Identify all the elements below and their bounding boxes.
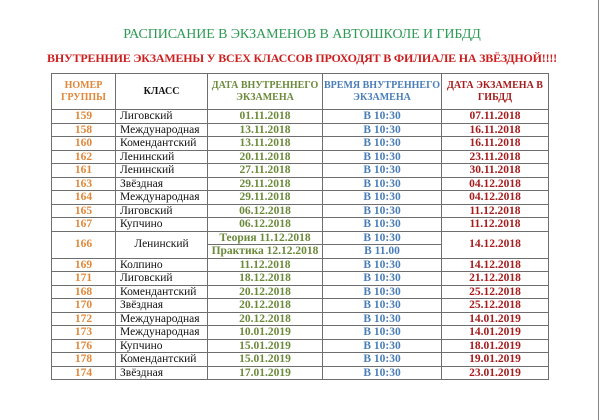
internal-exam-date: 06.12.2018: [208, 204, 323, 218]
table-row: [52, 218, 549, 232]
gibdd-exam-date: 04.12.2018: [442, 191, 549, 205]
header-internal-date: ДАТА ВНУТРЕННЕГО ЭКЗАМЕНА: [208, 74, 323, 110]
class-name: Ленинский: [116, 150, 208, 164]
table-header-row: [52, 74, 549, 110]
table-row: [52, 150, 549, 164]
internal-exam-time: В 10:30: [323, 204, 442, 218]
internal-exam-time: В 10:30: [323, 137, 442, 151]
internal-exam-date: 20.12.2018: [208, 285, 323, 299]
group-number: 161: [52, 164, 116, 178]
group-number: 158: [52, 123, 116, 137]
group-number: 178: [52, 353, 116, 367]
gibdd-exam-date: 14.01.2019: [442, 326, 549, 340]
header-gibdd-date: ДАТА ЭКЗАМЕНА В ГИБДД: [442, 74, 549, 110]
table-row: [52, 137, 549, 151]
internal-exam-date: 20.12.2018: [208, 299, 323, 313]
table-row: [52, 285, 549, 299]
document-subtitle: ВНУТРЕННИЕ ЭКЗАМЕНЫ У ВСЕХ КЛАССОВ ПРОХОДЯТ В ФИЛИАЛЕ НА ЗВЁЗДНОЙ!!!!: [47, 51, 557, 65]
internal-exam-time: В 10:30: [323, 353, 442, 367]
gibdd-exam-date: 16.11.2018: [442, 123, 549, 137]
table-row: [52, 272, 549, 286]
table-row: [52, 110, 549, 124]
group-number: 163: [52, 177, 116, 191]
class-name: Ленинский: [116, 164, 208, 178]
table-row: [52, 123, 549, 137]
internal-exam-date: 29.11.2018: [208, 177, 323, 191]
table-row-split-theory: [52, 231, 549, 245]
internal-exam-time: В 10:30: [323, 177, 442, 191]
internal-exam-date: 13.11.2018: [208, 137, 323, 151]
class-name: Международная: [116, 312, 208, 326]
header-group-number: НОМЕР ГРУППЫ: [52, 74, 116, 110]
document-title: РАСПИСАНИЕ В ЭКЗАМЕНОВ В АВТОШКОЛЕ И ГИБДД: [123, 27, 481, 42]
internal-exam-time: В 10:30: [323, 258, 442, 272]
internal-exam-time: В 10:30: [323, 272, 442, 286]
internal-exam-date: 01.11.2018: [208, 110, 323, 124]
table-row: [52, 339, 549, 353]
class-name: Колпино: [116, 258, 208, 272]
table-row: [52, 191, 549, 205]
internal-exam-time: В 10:30: [323, 164, 442, 178]
group-number: 164: [52, 191, 116, 205]
group-number: 169: [52, 258, 116, 272]
class-name: Международная: [116, 191, 208, 205]
gibdd-exam-date: 07.11.2018: [442, 110, 549, 124]
gibdd-exam-date: 04.12.2018: [442, 177, 549, 191]
internal-exam-date: 15.01.2019: [208, 339, 323, 353]
exam-schedule-table: [51, 73, 549, 380]
gibdd-exam-date: 23.11.2018: [442, 150, 549, 164]
class-name: Международная: [116, 326, 208, 340]
internal-exam-date: 20.11.2018: [208, 150, 323, 164]
table-row: [52, 164, 549, 178]
internal-exam-date: 20.12.2018: [208, 312, 323, 326]
class-name: Звёздная: [116, 366, 208, 380]
group-number: 159: [52, 110, 116, 124]
practice-exam-date: Практика 12.12.2018: [208, 245, 323, 259]
group-number: 167: [52, 218, 116, 232]
group-number: 168: [52, 285, 116, 299]
gibdd-exam-date: 14.01.2019: [442, 312, 549, 326]
internal-exam-time: В 10:30: [323, 366, 442, 380]
gibdd-exam-date: 18.01.2019: [442, 339, 549, 353]
group-number: 172: [52, 312, 116, 326]
class-name: Лиговский: [116, 272, 208, 286]
internal-exam-time: В 10:30: [323, 339, 442, 353]
header-internal-time: ВРЕМЯ ВНУТРЕННЕГО ЭКЗАМЕНА: [323, 74, 442, 110]
gibdd-exam-date: 23.01.2019: [442, 366, 549, 380]
gibdd-exam-date: 16.11.2018: [442, 137, 549, 151]
internal-exam-time: В 10:30: [323, 150, 442, 164]
internal-exam-time: В 10:30: [323, 312, 442, 326]
internal-exam-date: 29.11.2018: [208, 191, 323, 205]
header-class: КЛАСС: [116, 74, 208, 110]
class-name: Лиговский: [116, 110, 208, 124]
internal-exam-date: 27.11.2018: [208, 164, 323, 178]
internal-exam-time: В 10:30: [323, 218, 442, 232]
practice-exam-time: В 11.00: [323, 245, 442, 259]
table-row: [52, 366, 549, 380]
gibdd-exam-date: 14.12.2018: [442, 258, 549, 272]
class-name: Купчино: [116, 218, 208, 232]
theory-exam-date: Теория 11.12.2018: [208, 231, 323, 245]
gibdd-exam-date: 11.12.2018: [442, 204, 549, 218]
internal-exam-time: В 10:30: [323, 326, 442, 340]
internal-exam-time: В 10:30: [323, 110, 442, 124]
group-number: 160: [52, 137, 116, 151]
internal-exam-date: 10.01.2019: [208, 326, 323, 340]
table-row: [52, 177, 549, 191]
internal-exam-date: 11.12.2018: [208, 258, 323, 272]
group-number: 171: [52, 272, 116, 286]
group-number: 165: [52, 204, 116, 218]
group-number: 173: [52, 326, 116, 340]
class-name: Лиговский: [116, 204, 208, 218]
internal-exam-date: 18.12.2018: [208, 272, 323, 286]
group-number: 174: [52, 366, 116, 380]
internal-exam-date: 15.01.2019: [208, 353, 323, 367]
class-name: Комендантский: [116, 285, 208, 299]
class-name: Купчино: [116, 339, 208, 353]
gibdd-exam-date: 14.12.2018: [442, 231, 549, 258]
gibdd-exam-date: 21.12.2018: [442, 272, 549, 286]
table-row: [52, 353, 549, 367]
group-number: 162: [52, 150, 116, 164]
table-row: [52, 312, 549, 326]
class-name: Ленинский: [116, 231, 208, 258]
group-number: 176: [52, 339, 116, 353]
group-number: 166: [52, 231, 116, 258]
internal-exam-date: 17.01.2019: [208, 366, 323, 380]
class-name: Комендантский: [116, 137, 208, 151]
gibdd-exam-date: 19.01.2019: [442, 353, 549, 367]
class-name: Комендантский: [116, 353, 208, 367]
internal-exam-time: В 10:30: [323, 299, 442, 313]
class-name: Международная: [116, 123, 208, 137]
table-row: [52, 204, 549, 218]
theory-exam-time: В 10:30: [323, 231, 442, 245]
table-row: [52, 258, 549, 272]
internal-exam-time: В 10:30: [323, 191, 442, 205]
gibdd-exam-date: 25.12.2018: [442, 285, 549, 299]
table-row: [52, 326, 549, 340]
class-name: Звёздная: [116, 177, 208, 191]
internal-exam-date: 06.12.2018: [208, 218, 323, 232]
gibdd-exam-date: 30.11.2018: [442, 164, 549, 178]
gibdd-exam-date: 11.12.2018: [442, 218, 549, 232]
class-name: Звёздная: [116, 299, 208, 313]
group-number: 170: [52, 299, 116, 313]
gibdd-exam-date: 25.12.2018: [442, 299, 549, 313]
internal-exam-time: В 10:30: [323, 123, 442, 137]
internal-exam-date: 13.11.2018: [208, 123, 323, 137]
internal-exam-time: В 10:30: [323, 285, 442, 299]
table-row: [52, 299, 549, 313]
